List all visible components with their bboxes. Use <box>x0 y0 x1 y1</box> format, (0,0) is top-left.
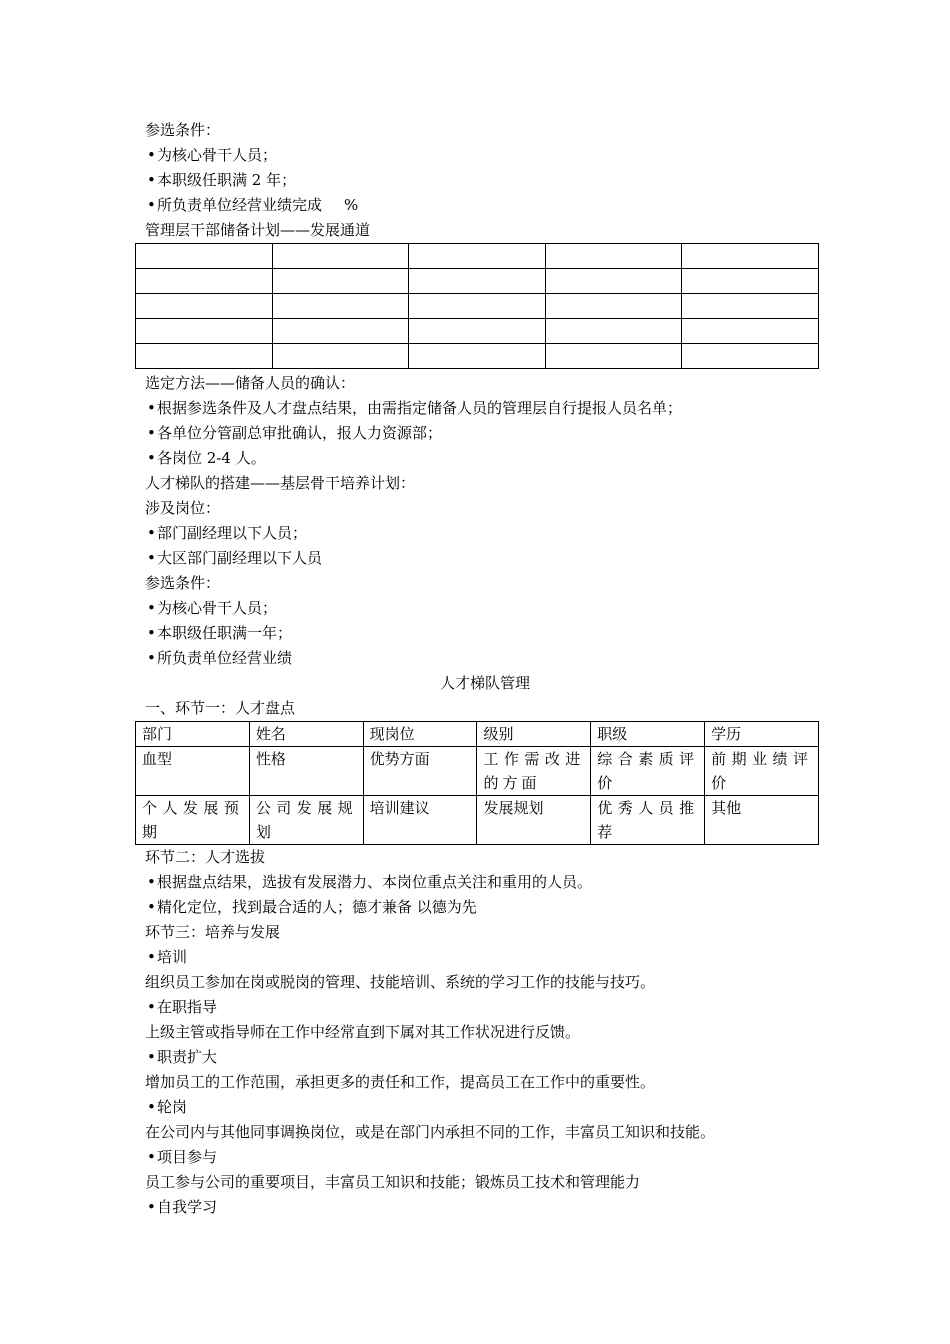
step3-desc: 增加员工的工作范围，承担更多的责任和工作，提高员工在工作中的重要性。 <box>145 1073 656 1091</box>
plan-title: 管理层干部储备计划——发展通道 <box>145 221 371 239</box>
criteria-item-text: 所负责单位经营业绩完成 <box>157 196 323 214</box>
criteria-item-2: • 所负责单位经营业绩 <box>145 646 825 671</box>
step3-label: • 职责扩大 <box>145 1045 825 1070</box>
criteria-item-2: • 本职级任职满一年； <box>145 621 825 646</box>
criteria-title-2: 参选条件： <box>145 574 221 592</box>
table-cell: 其他 <box>705 796 819 845</box>
percent-sign: % <box>344 196 359 214</box>
table-cell: 培训建议 <box>363 796 477 845</box>
step2-title: 环节二：人才选拔 <box>145 848 266 866</box>
table-row <box>136 344 819 369</box>
table-row <box>136 722 819 747</box>
talent-inventory-table <box>135 721 819 845</box>
step3-desc: 在公司内与其他同事调换岗位，或是在部门内承担不同的工作，丰富员工知识和技能。 <box>145 1123 716 1141</box>
step3-desc: 上级主管或指导师在工作中经常直到下属对其工作状况进行反馈。 <box>145 1023 581 1041</box>
table-cell: 个人发展预期 <box>136 796 250 845</box>
step3-label: • 培训 <box>145 945 825 970</box>
section-heading: 人才梯队管理 <box>439 674 530 692</box>
method-item: • 各岗位 2-4 人。 <box>145 446 825 471</box>
table-cell: 性格 <box>249 747 363 796</box>
table-cell: 部门 <box>136 722 250 747</box>
criteria-item: • 为核心骨干人员； <box>145 143 825 168</box>
step3-title: 环节三：培养与发展 <box>145 923 281 941</box>
table-row <box>136 796 819 845</box>
table-cell: 职级 <box>591 722 705 747</box>
step2-item: • 根据盘点结果，选拔有发展潜力、本岗位重点关注和重用的人员。 <box>145 870 825 895</box>
criteria-item <box>145 193 825 218</box>
document-page <box>142 118 825 1220</box>
criteria-item: • 本职级任职满 2 年； <box>145 168 825 193</box>
step3-desc: 组织员工参加在岗或脱岗的管理、技能培训、系统的学习工作的技能与技巧。 <box>145 973 656 991</box>
criteria-title: 参选条件： <box>145 121 221 139</box>
ladder-title: 人才梯队的搭建——基层骨干培养计划： <box>145 474 416 492</box>
position-item: • 部门副经理以下人员； <box>145 521 825 546</box>
criteria-item-2: • 为核心骨干人员； <box>145 596 825 621</box>
step3-label: • 自我学习 <box>145 1195 825 1220</box>
method-item: • 各单位分管副总审批确认，报人力资源部； <box>145 421 825 446</box>
table-row <box>136 244 819 269</box>
table-cell: 级别 <box>477 722 591 747</box>
table-cell: 姓名 <box>249 722 363 747</box>
method-title: 选定方法——储备人员的确认： <box>145 374 356 392</box>
table-cell: 公司发展规划 <box>249 796 363 845</box>
step1-title: 一、环节一：人才盘点 <box>145 699 296 717</box>
step3-label: • 项目参与 <box>145 1145 825 1170</box>
table-cell: 优秀人员推荐 <box>591 796 705 845</box>
position-item: • 大区部门副经理以下人员 <box>145 546 825 571</box>
table-row <box>136 747 819 796</box>
table-row <box>136 319 819 344</box>
development-channel-table <box>135 243 819 369</box>
table-cell: 工作需改进的方面 <box>477 747 591 796</box>
table-cell: 综合素质评价 <box>591 747 705 796</box>
table-row <box>136 294 819 319</box>
table-cell: 血型 <box>136 747 250 796</box>
step3-label: • 轮岗 <box>145 1095 825 1120</box>
method-item: • 根据参选条件及人才盘点结果，由需指定储备人员的管理层自行提报人员名单； <box>145 396 825 421</box>
table-cell: 学历 <box>705 722 819 747</box>
table-cell: 前期业绩评价 <box>705 747 819 796</box>
step3-desc: 员工参与公司的重要项目，丰富员工知识和技能；锻炼员工技术和管理能力 <box>145 1173 641 1191</box>
positions-title: 涉及岗位： <box>145 499 221 517</box>
step3-label: • 在职指导 <box>145 995 825 1020</box>
table-cell: 发展规划 <box>477 796 591 845</box>
table-cell: 现岗位 <box>363 722 477 747</box>
table-row <box>136 269 819 294</box>
table-cell: 优势方面 <box>363 747 477 796</box>
step2-item: • 精化定位，找到最合适的人；德才兼备 以德为先 <box>145 895 825 920</box>
